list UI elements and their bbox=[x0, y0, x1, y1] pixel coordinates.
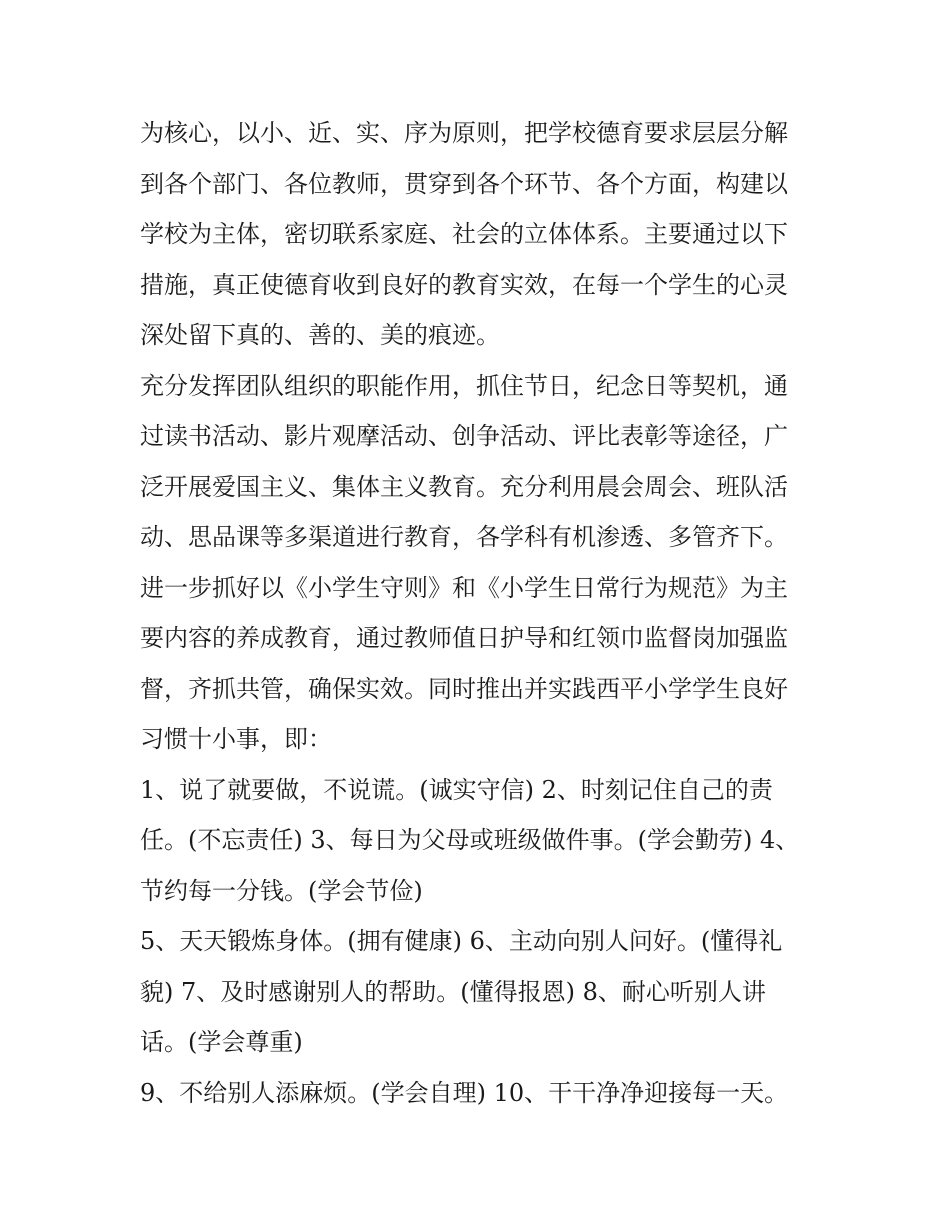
text-line: 学校为主体，密切联系家庭、社会的立体体系。主要通过以下 bbox=[140, 220, 788, 248]
text-line: 9、不给别人添麻烦。(学会自理) 10、干干净净迎接每一天。 bbox=[140, 1078, 789, 1107]
text-line: 习惯十小事，即： bbox=[140, 725, 332, 753]
document-body bbox=[140, 108, 820, 1118]
text-line: 进一步抓好以《小学生守则》和《小学生日常行为规范》为主 bbox=[140, 573, 788, 602]
text-line: 节约每一分钱。(学会节俭) bbox=[140, 876, 423, 905]
text-line: 话。(学会尊重) bbox=[140, 1028, 303, 1056]
paragraph-team-organization bbox=[140, 361, 820, 563]
text-line: 1、说了就要做，不说谎。(诚实守信) 2、时刻记住自己的责 bbox=[140, 775, 773, 804]
text-line: 要内容的养成教育，通过教师值日护导和红领巾监督岗加强监 bbox=[140, 624, 788, 652]
paragraph-habits-5-to-8 bbox=[140, 916, 820, 1068]
text-line: 泛开展爱国主义、集体主义教育。充分利用晨会周会、班队活 bbox=[140, 472, 788, 501]
paragraph-habits-1-to-4 bbox=[140, 765, 820, 917]
paragraph-habit-education bbox=[140, 563, 820, 765]
text-line: 5、天天锻炼身体。(拥有健康) 6、主动向别人问好。(懂得礼 bbox=[140, 927, 783, 955]
text-line: 动、思品课等多渠道进行教育，各学科有机渗透、多管齐下。 bbox=[140, 523, 788, 551]
text-line: 督，齐抓共管，确保实效。同时推出并实践西平小学学生良好 bbox=[140, 674, 788, 703]
paragraph-moral-education-principles bbox=[140, 108, 820, 361]
text-line: 到各个部门、各位教师，贯穿到各个环节、各个方面，构建以 bbox=[140, 169, 788, 198]
paragraph-habits-9-to-10 bbox=[140, 1068, 820, 1119]
text-line: 充分发挥团队组织的职能作用，抓住节日，纪念日等契机，通 bbox=[140, 371, 788, 400]
text-line: 措施，真正使德育收到良好的教育实效，在每一个学生的心灵 bbox=[140, 270, 788, 299]
text-line: 深处留下真的、善的、美的痕迹。 bbox=[140, 321, 500, 349]
text-line: 貌) 7、及时感谢别人的帮助。(懂得报恩) 8、耐心听别人讲 bbox=[140, 977, 766, 1006]
text-line: 过读书活动、影片观摩活动、创争活动、评比表彰等途径，广 bbox=[140, 422, 788, 450]
text-line: 为核心，以小、近、实、序为原则，把学校德育要求层层分解 bbox=[140, 119, 788, 147]
text-line: 任。(不忘责任) 3、每日为父母或班级做件事。(学会勤劳) 4、 bbox=[140, 826, 800, 854]
